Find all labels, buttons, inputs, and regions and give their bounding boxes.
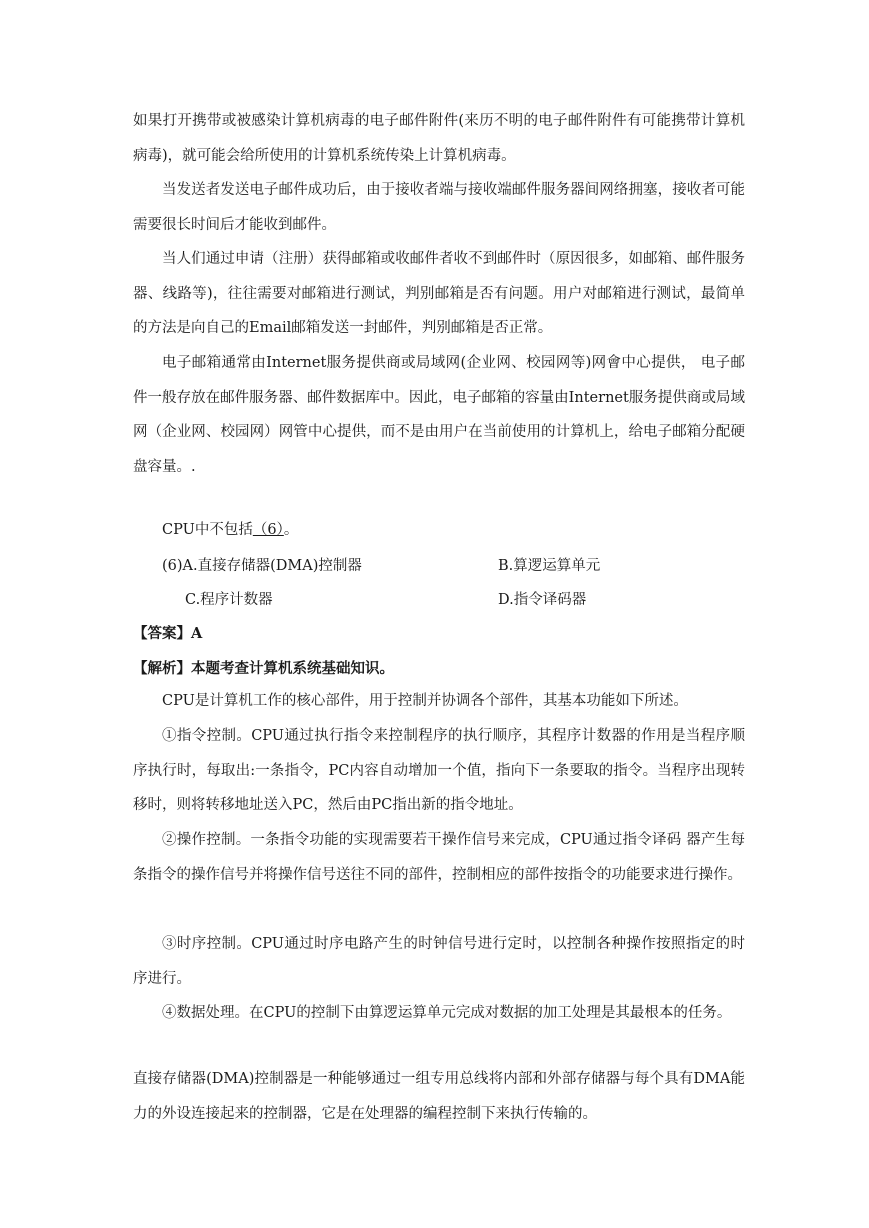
paragraph-email-delay: 当发送者发送电子邮件成功后，由于接收者端与接收端邮件服务器间网络拥塞，接收者可能需要很长时间后才能收到邮件。 xyxy=(133,182,745,233)
question-stem-suffix: 。 xyxy=(283,522,299,538)
paragraph-mailbox-test: 当人们通过申请（注册）获得邮箱或收邮件者收不到邮件时（原因很多，如邮箱、邮件服务器、线路等)，往往需要对邮箱进行测试，判别邮箱是否有问题。用户对邮箱进行测试，最简单的方法是向自己的Email邮箱发送一封邮件，判别邮箱是否正常。 xyxy=(133,251,745,336)
analysis-item-data-processing: ④数据处理。在CPU的控制下由算逻运算单元完成对数据的加工处理是其最根本的任务。 xyxy=(162,1005,732,1021)
option-a: (6)A.直接存储器(DMA)控制器 xyxy=(162,558,362,574)
option-c: C.程序计数器 xyxy=(185,592,273,608)
analysis-item-operation-control: ②操作控制。一条指令功能的实现需要若干操作信号来完成，CPU通过指令译码 器产生每条指令的操作信号并将操作信号送往不同的部件，控制相应的部件按指令的功能要求进行操作。 xyxy=(133,832,745,883)
option-b: B.算逻运算单元 xyxy=(498,558,601,574)
paragraph-email-virus: 如果打开携带或被感染计算机病毒的电子邮件附件(来历不明的电子邮件附件有可能携带计算机病毒)，就可能会给所使用的计算机系统传染上计算机病毒。 xyxy=(133,113,745,164)
analysis-item-instruction-control: ①指令控制。CPU通过执行指令来控制程序的执行顺序，其程序计数器的作用是当程序顺序执行时，每取出:一条指令，PC内容自动增加一个值，指向下一条要取的指令。当程序出现转移时，则将转移地址送入PC，然后由PC指出新的指令地址。 xyxy=(133,728,745,813)
question-stem-prefix: CPU中不包括 xyxy=(162,522,253,538)
answer-label: 【答案】A xyxy=(133,625,203,642)
question-stem xyxy=(162,520,298,540)
analysis-item-timing-control: ③时序控制。CPU通过时序电路产生的时钟信号进行定时，以控制各种操作按照指定的时序进行。 xyxy=(133,936,745,987)
question-blank: （6） xyxy=(252,522,284,538)
dma-note: 直接存储器(DMA)控制器是一种能够通过一组专用总线将内部和外部存储器与每个具有DMA能力的外设连接起来的控制器，它是在处理器的编程控制下来执行传输的。 xyxy=(133,1071,745,1122)
option-d: D.指令译码器 xyxy=(498,592,587,608)
analysis-label: 【解析】本题考查计算机系统基础知识。 xyxy=(133,660,394,677)
paragraph-mailbox-capacity: 电子邮箱通常由Internet服务提供商或局域网(企业网、校园网等)网會中心提供， 电子邮件一般存放在邮件服务器、邮件数据库中。因此，电子邮箱的容量由Internet服务提供商或局域网（企业网、校园网）网管中心提供，而不是由用户在当前使用的计算机上，给电子邮箱分配硬盘容量。. xyxy=(133,355,745,475)
analysis-intro: CPU是计算机工作的核心部件，用于控制并协调各个部件，其基本功能如下所述。 xyxy=(162,693,688,709)
